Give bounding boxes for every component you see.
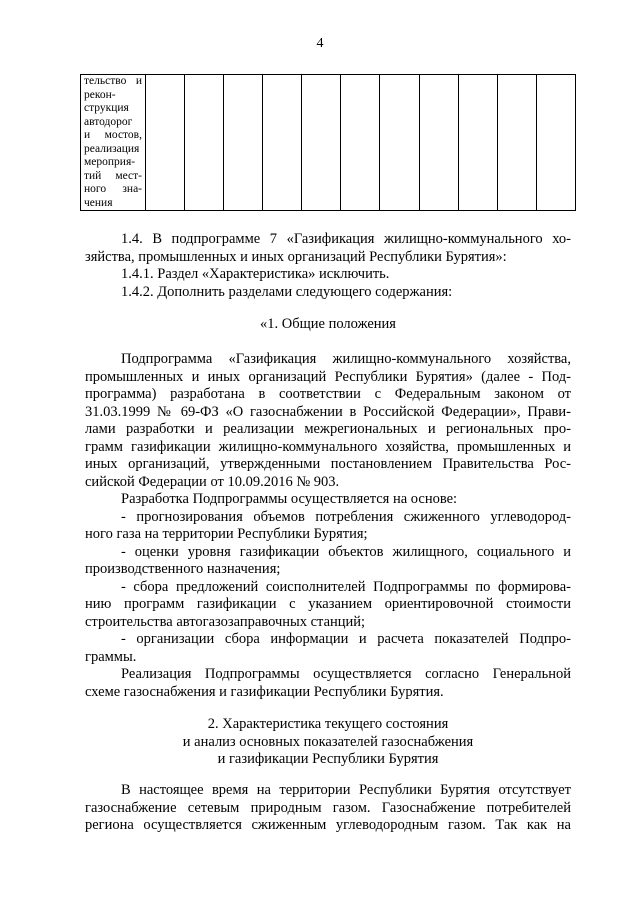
table-fragment	[80, 74, 576, 211]
first-cell-line: струкция	[84, 102, 129, 114]
table-cell	[458, 75, 497, 211]
text-line: Подпрограмма «Газификация жилищно-коммунального хозяйства,	[121, 351, 571, 367]
table-cell	[380, 75, 419, 211]
first-cell-line: чения	[84, 196, 113, 209]
text-line: производственного назначения;	[85, 561, 281, 577]
amendment-block	[85, 231, 571, 301]
text-line: программа) разработана в соответствии с Федеральным законом от	[85, 386, 571, 402]
first-cell-line: мероприя-	[84, 156, 136, 168]
paragraph-legal-basis	[85, 351, 571, 491]
text-line: схеме газоснабжения и газификации Республики Бурятия.	[85, 683, 444, 700]
bullet-proposals	[85, 579, 571, 632]
first-cell-line: ного зна-	[84, 183, 142, 195]
table-cell	[224, 75, 263, 211]
text-line: региона осуществляется сжиженным углеводородным газом. Так как на	[85, 817, 571, 833]
section-1-4-line: 1.4. В подпрограмме 7 «Газификация жилищно-коммунального хо-	[121, 231, 571, 247]
table-cell	[497, 75, 536, 211]
bullet-forecasting	[85, 509, 571, 544]
text-line: - сбора предложений соисполнителей Подпрограммы по формирова-	[121, 578, 571, 595]
first-cell-line: реализация	[84, 142, 140, 155]
page-number: 4	[316, 36, 324, 51]
text-line: 2. Характеристика текущего состояния	[207, 716, 449, 732]
first-cell-line: тий мест-	[84, 169, 142, 182]
first-cell-line: тельство и	[84, 75, 142, 87]
first-cell-line: и мостов,	[84, 129, 142, 141]
paragraph-implementation	[85, 666, 571, 701]
text-line: и анализ основных показателей газоснабжения	[182, 733, 474, 750]
text-line: граммы.	[85, 648, 137, 665]
bullet-gasification-level	[85, 544, 571, 579]
first-cell-line: автодорог	[84, 115, 133, 128]
item-1-4-2: 1.4.2. Дополнить разделами следующего содержания:	[121, 283, 453, 300]
first-cell-line: рекон-	[84, 88, 116, 101]
text-line: Реализация Подпрограммы осуществляется согласно Генеральной	[121, 666, 571, 682]
text-line: нию программ газификации с указанием ориентировочной стоимости	[85, 596, 571, 612]
text-line: газоснабжение сетевым природным газом. Газоснабжение потребителей	[85, 799, 571, 816]
text-line: иных организаций, утвержденными постановлением Правительства Рос-	[85, 456, 571, 472]
basis-intro: Разработка Подпрограммы осуществляется на основе:	[121, 491, 458, 507]
text-line: грамм газификации жилищно-коммунального хозяйства, промышленных и	[85, 438, 571, 455]
text-line: промышленных и иных организаций Республики Бурятия» (далее - Под-	[85, 368, 571, 385]
text-line: ного газа на территории Республики Бурятия;	[85, 526, 368, 542]
bullet-indicators	[85, 631, 571, 666]
text-line: - оценки уровня газификации объектов жилищного, социального и	[121, 543, 571, 560]
text-line: сийской Федерации от 10.09.2016 № 903.	[85, 473, 340, 490]
item-1-4-1: 1.4.1. Раздел «Характеристика» исключить.	[121, 266, 390, 282]
table-cell	[302, 75, 341, 211]
heading-general-provisions: «1. Общие положения	[260, 316, 396, 332]
table-row	[81, 75, 576, 211]
table-cell	[536, 75, 575, 211]
body-block	[85, 351, 571, 701]
table-cell	[419, 75, 458, 211]
text-line: - прогнозирования объемов потребления сжиженного углеводород-	[121, 508, 571, 525]
text-line: - организации сбора информации и расчета показателей Подпро-	[121, 631, 571, 647]
text-line: В настоящее время на территории Республики Бурятия отсутствует	[121, 782, 571, 798]
text-line: лами разработки и реализации межрегиональных и региональных про-	[85, 421, 571, 437]
table-cell	[263, 75, 302, 211]
text-line: и газификации Республики Бурятия	[217, 751, 439, 767]
heading-current-state	[85, 716, 571, 769]
table-first-cell	[81, 75, 146, 211]
first-cell-text	[81, 75, 145, 210]
table-cell	[185, 75, 224, 211]
table-cell	[341, 75, 380, 211]
text-line: 31.03.1999 № 69-ФЗ «О газоснабжении в Российской Федерации», Прави-	[85, 403, 571, 420]
paragraph-current-state	[85, 782, 571, 835]
text-line: строительства автогазозаправочных станций;	[85, 613, 366, 630]
section-1-4-line: зяйства, промышленных и иных организаций Республики Бурятия»:	[85, 248, 507, 265]
table-cell	[146, 75, 185, 211]
